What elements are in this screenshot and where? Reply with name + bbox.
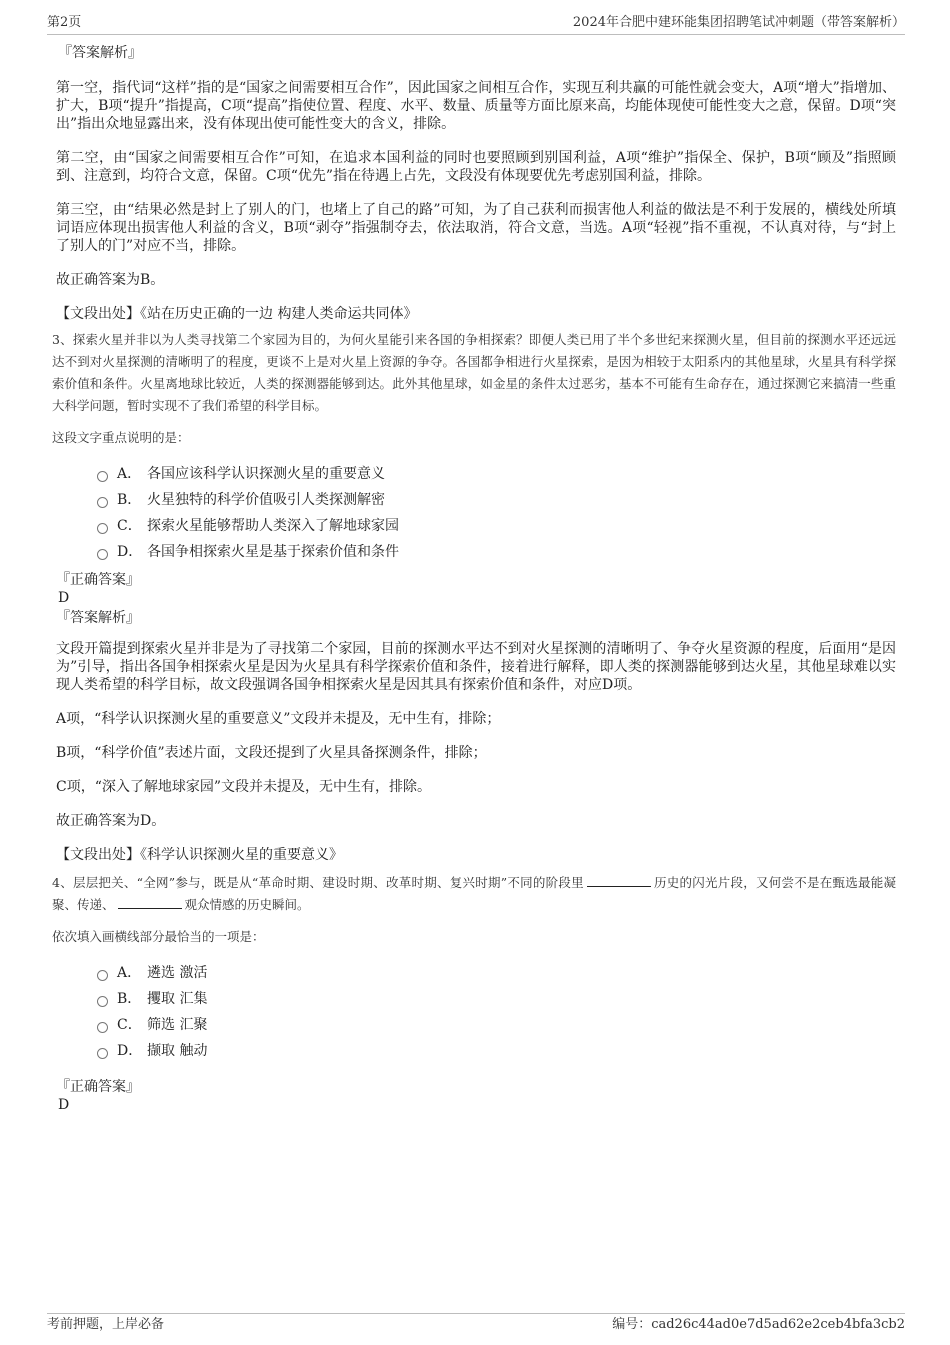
- page-footer: [47, 1313, 905, 1332]
- radio-icon[interactable]: [97, 471, 108, 482]
- page-number: 第2页: [47, 15, 82, 30]
- radio-icon[interactable]: [97, 523, 108, 534]
- q3-conclusion: 故正确答案为D。: [56, 813, 166, 829]
- radio-icon[interactable]: [97, 996, 108, 1007]
- radio-icon[interactable]: [97, 497, 108, 508]
- fill-blank-2: [118, 896, 182, 909]
- document-code: 编号：cad26c44ad0e7d5ad62e2ceb4bfa3cb2: [612, 1317, 905, 1332]
- q3-options: [97, 461, 896, 565]
- q3-analysis-c: C项，“深入了解地球家园”文段并未提及，无中生有，排除。: [56, 779, 432, 795]
- q3-source: 【文段出处】《科学认识探测火星的重要意义》: [56, 847, 343, 863]
- q4-text: 4、层层把关、“全网”参与，既是从“革命时期、建设时期、改革时期、复兴时期”不同的阶段里 历史的闪光片段，又何尝不是在甄选最能凝聚、传递、 观众情感的历史瞬间。: [52, 875, 896, 912]
- q2-source: 【文段出处】《站在历史正确的一边 构建人类命运共同体》: [56, 306, 418, 322]
- q2-conclusion: 故正确答案为B。: [56, 272, 165, 288]
- q4-option-a[interactable]: A． 遴选 激活: [97, 960, 896, 986]
- q2-analysis-p1: 第一空，指代词“这样”指的是“国家之间需要相互合作”，因此国家之间相互合作，实现互利共赢的可能性就会变大，A项“增大”指增加、扩大，B项“提升”指提高，C项“提高”指使位置、程度、水平、数量、质量等方面比原来高，均能体现使可能性变大之意，保留。D项“突出”指出众地显露出来，没有体现出使可能性变大的含义，排除。: [56, 80, 896, 132]
- q2-analysis-label: 『答案解析』: [58, 45, 142, 61]
- q3-option-b[interactable]: B． 火星独特的科学价值吸引人类探测解密: [97, 487, 896, 513]
- q2-analysis-p3: 第三空，由“结果必然是封上了别人的门，也堵上了自己的路”可知，为了自己获利而损害他人利益的做法是不利于发展的，横线处所填词语应体现出损害他人利益的含义，B项“剥夺”指强制夺去，依法取消，符合文意，当选。A项“轻视”指不重视，不认真对待，与“封上了别人的门”对应不当，排除。: [56, 202, 896, 254]
- page-content: [52, 44, 896, 1114]
- q3-option-d[interactable]: D． 各国争相探索火星是基于探索价值和条件: [97, 539, 896, 565]
- q4-option-b[interactable]: B． 攫取 汇集: [97, 986, 896, 1012]
- q3-correct-label: 『正确答案』: [56, 572, 140, 588]
- q4-option-d[interactable]: D． 撷取 触动: [97, 1038, 896, 1064]
- document-title: 2024年合肥中建环能集团招聘笔试冲刺题（带答案解析）: [572, 15, 905, 30]
- q4-option-c[interactable]: C． 筛选 汇聚: [97, 1012, 896, 1038]
- radio-icon[interactable]: [97, 970, 108, 981]
- q3-text: 3、探索火星并非以为人类寻找第二个家园为目的，为何火星能引来各国的争相探索？即便人类已用了半个多世纪来探测火星，但目前的探测水平还远远达不到对火星探测的清晰明了的程度，更谈不上是对火星上资源的争夺。各国都争相进行火星探索，是因为相较于太阳系内的其他星球，火星具有科学探索价值和条件。火星离地球比较近，人类的探测器能够到达。此外其他星球，如金星的条件太过恶劣，基本不可能有生命存在，通过探测它来搞清一些重大科学问题，暂时实现不了我们希望的科学目标。: [52, 332, 896, 413]
- fill-blank-1: [587, 874, 651, 887]
- radio-icon[interactable]: [97, 1022, 108, 1033]
- q2-analysis-p2: 第二空，由“国家之间需要相互合作”可知，在追求本国利益的同时也要照顾到别国利益，A项“维护”指保全、保护，B项“顾及”指照顾到、注意到，均符合文意，保留。C项“优先”指在待遇上占先，文段没有体现要优先考虑别国利益，排除。: [56, 150, 896, 184]
- radio-icon[interactable]: [97, 549, 108, 560]
- q4-options: [97, 960, 896, 1064]
- q4-prompt: 依次填入画横线部分最恰当的一项是：: [52, 929, 265, 944]
- q3-analysis-p1: 文段开篇提到探索火星并非是为了寻找第二个家园，目前的探测水平达不到对火星探测的清晰明了、争夺火星资源的程度，后面用“是因为”引导，指出各国争相探索火星是因为火星具有科学探索价值和条件，接着进行解释，即人类的探测器能够到达火星，其他星球难以实现人类希望的科学目标，故文段强调各国争相探索火星是因其具有探索价值和条件，对应D项。: [56, 641, 896, 693]
- q3-option-a[interactable]: A． 各国应该科学认识探测火星的重要意义: [97, 461, 896, 487]
- q3-analysis-b: B项，“科学价值”表述片面，文段还提到了火星具备探测条件，排除；: [56, 745, 487, 761]
- q3-correct-answer: D: [58, 590, 70, 606]
- q3-prompt: 这段文字重点说明的是：: [52, 430, 190, 445]
- page-header: [47, 14, 905, 35]
- footer-slogan: 考前押题，上岸必备: [47, 1317, 165, 1332]
- q4-correct-answer: D: [58, 1097, 70, 1113]
- q3-analysis-label: 『答案解析』: [56, 610, 140, 626]
- q4-correct-label: 『正确答案』: [56, 1079, 140, 1095]
- q3-analysis-a: A项，“科学认识探测火星的重要意义”文段并未提及，无中生有，排除；: [56, 711, 501, 727]
- q3-option-c[interactable]: C． 探索火星能够帮助人类深入了解地球家园: [97, 513, 896, 539]
- radio-icon[interactable]: [97, 1048, 108, 1059]
